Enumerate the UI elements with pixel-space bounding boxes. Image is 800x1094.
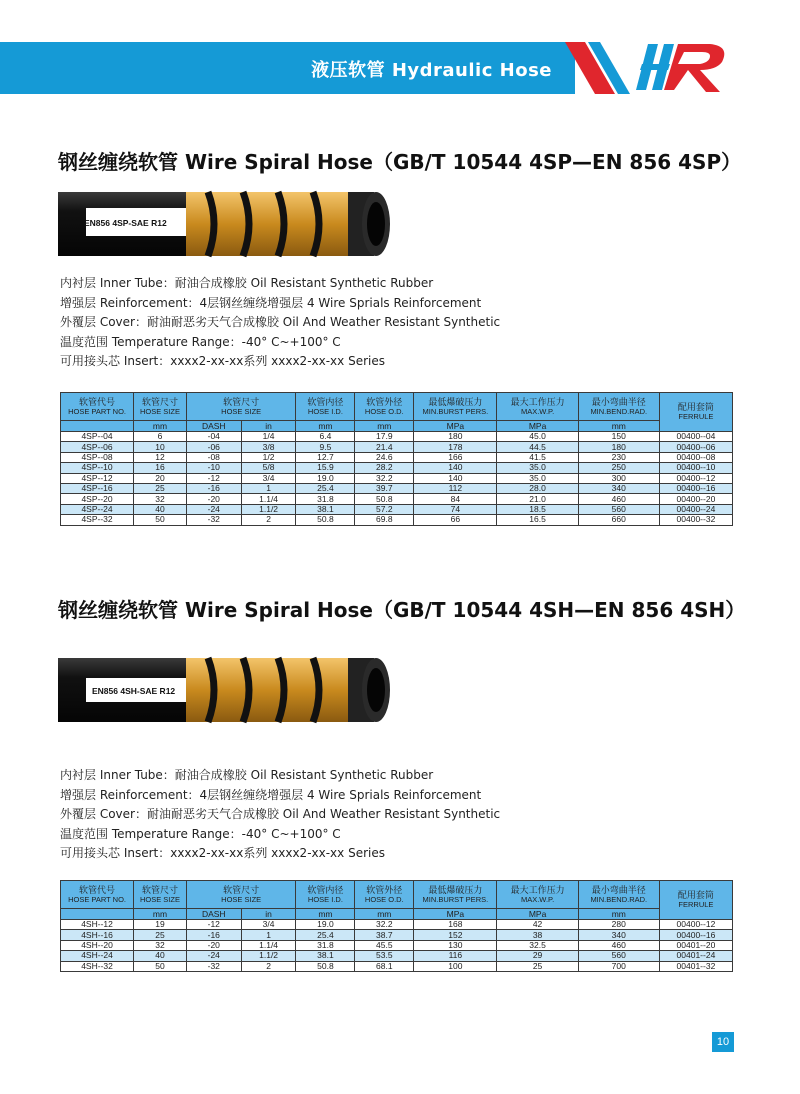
table-cell: 50.8 — [355, 494, 414, 504]
table-cell: 15.9 — [296, 463, 355, 473]
table-cell: 00400--16 — [659, 930, 732, 940]
col-ferrule: 配用套筒 FERRULE — [659, 881, 732, 920]
col-id: 软管内径 HOSE I.D. — [296, 881, 355, 909]
table-cell: 25 — [497, 961, 578, 971]
unit-in: in — [241, 909, 296, 920]
table-row — [61, 463, 733, 473]
table-cell: 00401--24 — [659, 951, 732, 961]
unit-mm: mm — [578, 909, 659, 920]
table-cell: 166 — [414, 452, 497, 462]
table-cell: 00400--04 — [659, 432, 732, 442]
hose-label-4sh: EN856 4SH-SAE R12 — [92, 686, 176, 696]
table-cell: 00400--24 — [659, 504, 732, 514]
table-cell: 38.1 — [296, 504, 355, 514]
spec-inner-tube: 内衬层 Inner Tube：耐油合成橡胶 Oil Resistant Synthetic Rubber — [60, 276, 434, 290]
table-cell: 3/8 — [241, 442, 296, 452]
table-cell: -24 — [186, 951, 241, 961]
table-cell: 17.9 — [355, 432, 414, 442]
table-cell: -16 — [186, 483, 241, 493]
table-cell: 12 — [134, 452, 187, 462]
table-row — [61, 494, 733, 504]
table-cell: 50.8 — [296, 515, 355, 525]
col-wp: 最大工作压力 MAX.W.P. — [497, 393, 578, 421]
table-cell: 31.8 — [296, 494, 355, 504]
spec-cover: 外覆层 Cover：耐油耐恶劣天气合成橡胶 Oil And Weather Resistant Synthetic — [60, 807, 501, 821]
table-row — [61, 442, 733, 452]
table-row — [61, 452, 733, 462]
table-cell: -12 — [186, 920, 241, 930]
table-cell: -08 — [186, 452, 241, 462]
table-cell: 21.4 — [355, 442, 414, 452]
table-cell: 116 — [414, 951, 497, 961]
table-cell: 340 — [578, 483, 659, 493]
table-cell: 00400--16 — [659, 483, 732, 493]
table-cell: 32.2 — [355, 920, 414, 930]
unit-mm: mm — [296, 909, 355, 920]
spec-cover: 外覆层 Cover：耐油耐恶劣天气合成橡胶 Oil And Weather Resistant Synthetic — [60, 315, 501, 329]
table-cell: 00400--32 — [659, 515, 732, 525]
table-row — [61, 940, 733, 950]
spec-reinforcement: 增强层 Reinforcement：4层钢丝缠绕增强层 4 Wire Sprials Reinforcement — [60, 295, 482, 310]
table-cell: 38.7 — [355, 930, 414, 940]
table-cell: -24 — [186, 504, 241, 514]
table-cell: 168 — [414, 920, 497, 930]
table-cell: 39.7 — [355, 483, 414, 493]
table-cell: 1.1/4 — [241, 940, 296, 950]
table-cell: 4SP--08 — [61, 452, 134, 462]
table-cell: 32.2 — [355, 473, 414, 483]
table-cell: 1 — [241, 483, 296, 493]
col-od: 软管外径 HOSE O.D. — [355, 881, 414, 909]
table-cell: 460 — [578, 940, 659, 950]
table-cell: 4SP--10 — [61, 463, 134, 473]
spec-table-4sp — [60, 392, 733, 526]
unit-mpa: MPa — [497, 421, 578, 432]
table-cell: 152 — [414, 930, 497, 940]
table-cell: 6 — [134, 432, 187, 442]
table-cell: 12.7 — [296, 452, 355, 462]
spec-temperature: 温度范围 Temperature Range：-40° C~+100° C — [60, 826, 341, 841]
table-cell: 4SH--12 — [61, 920, 134, 930]
table-cell: 57.2 — [355, 504, 414, 514]
col-size2: 软管尺寸 HOSE SIZE — [186, 393, 296, 421]
table-cell: 32 — [134, 494, 187, 504]
table-body-4sh — [61, 920, 733, 972]
table-cell: 44.5 — [497, 442, 578, 452]
col-id: 软管内径 HOSE I.D. — [296, 393, 355, 421]
table-cell: 00400--06 — [659, 442, 732, 452]
table-cell: 300 — [578, 473, 659, 483]
table-cell: 45.5 — [355, 940, 414, 950]
section-title-4sh: 钢丝缠绕软管 Wire Spiral Hose（GB/T 10544 4SH—EN 856 4SH） — [58, 598, 746, 622]
table-cell: -16 — [186, 930, 241, 940]
table-cell: 4SP--32 — [61, 515, 134, 525]
spec-list-4sp — [60, 274, 500, 372]
table-row — [61, 961, 733, 971]
table-cell: 29 — [497, 951, 578, 961]
table-cell: -10 — [186, 463, 241, 473]
unit-dash: DASH — [186, 421, 241, 432]
table-cell: 660 — [578, 515, 659, 525]
col-ferrule: 配用套筒 FERRULE — [659, 393, 732, 432]
table-cell: 4SP--20 — [61, 494, 134, 504]
table-cell: 00401--20 — [659, 940, 732, 950]
col-burst: 最低爆破压力 MIN.BURST PERS. — [414, 393, 497, 421]
table-cell: 4SH--20 — [61, 940, 134, 950]
table-cell: 00400--12 — [659, 473, 732, 483]
unit-blank — [61, 421, 134, 432]
table-cell: 38 — [497, 930, 578, 940]
table-cell: 340 — [578, 930, 659, 940]
unit-mm: mm — [134, 421, 187, 432]
table-cell: 25.4 — [296, 930, 355, 940]
table-cell: 1.1/4 — [241, 494, 296, 504]
table-cell: 230 — [578, 452, 659, 462]
col-part: 软管代号 HOSE PART NO. — [61, 393, 134, 421]
table-cell: 25.4 — [296, 483, 355, 493]
table-cell: -32 — [186, 961, 241, 971]
table-cell: 00400--08 — [659, 452, 732, 462]
table-row — [61, 473, 733, 483]
table-cell: 1/4 — [241, 432, 296, 442]
table-cell: 140 — [414, 473, 497, 483]
unit-mm: mm — [355, 909, 414, 920]
table-cell: 25 — [134, 930, 187, 940]
table-cell: -32 — [186, 515, 241, 525]
table-cell: 4SP--24 — [61, 504, 134, 514]
table-cell: 35.0 — [497, 463, 578, 473]
unit-mm: mm — [134, 909, 187, 920]
table-cell: 50.8 — [296, 961, 355, 971]
spec-reinforcement: 增强层 Reinforcement：4层钢丝缠绕增强层 4 Wire Sprials Reinforcement — [60, 787, 482, 802]
table-cell: 2 — [241, 515, 296, 525]
col-part: 软管代号 HOSE PART NO. — [61, 881, 134, 909]
col-wp: 最大工作压力 MAX.W.P. — [497, 881, 578, 909]
table-cell: 84 — [414, 494, 497, 504]
table-row — [61, 930, 733, 940]
table-cell: -04 — [186, 432, 241, 442]
table-cell: 50 — [134, 961, 187, 971]
table-cell: 53.5 — [355, 951, 414, 961]
table-cell: 32.5 — [497, 940, 578, 950]
unit-in: in — [241, 421, 296, 432]
table-cell: 69.8 — [355, 515, 414, 525]
hose-label-4sp: EN856 4SP-SAE R12 — [84, 218, 167, 228]
col-bend: 最小弯曲半径 MIN.BEND.RAD. — [578, 393, 659, 421]
table-cell: 42 — [497, 920, 578, 930]
col-size: 软管尺寸 HOSE SIZE — [134, 393, 187, 421]
col-size2: 软管尺寸 HOSE SIZE — [186, 881, 296, 909]
page-header-title: 液压软管 Hydraulic Hose — [311, 60, 552, 81]
spec-inner-tube: 内衬层 Inner Tube：耐油合成橡胶 Oil Resistant Synthetic Rubber — [60, 768, 434, 782]
table-cell: 9.5 — [296, 442, 355, 452]
table-cell: 21.0 — [497, 494, 578, 504]
table-cell: 150 — [578, 432, 659, 442]
table-cell: 100 — [414, 961, 497, 971]
table-cell: 280 — [578, 920, 659, 930]
table-cell: 560 — [578, 951, 659, 961]
table-cell: 20 — [134, 473, 187, 483]
table-cell: 40 — [134, 951, 187, 961]
table-cell: 32 — [134, 940, 187, 950]
table-cell: -06 — [186, 442, 241, 452]
table-cell: 5/8 — [241, 463, 296, 473]
table-cell: 00400--20 — [659, 494, 732, 504]
table-cell: 4SP--06 — [61, 442, 134, 452]
table-cell: 28.2 — [355, 463, 414, 473]
col-burst: 最低爆破压力 MIN.BURST PERS. — [414, 881, 497, 909]
table-cell: 19.0 — [296, 473, 355, 483]
unit-mm: mm — [296, 421, 355, 432]
table-cell: 41.5 — [497, 452, 578, 462]
table-cell: 140 — [414, 463, 497, 473]
table-cell: 19 — [134, 920, 187, 930]
table-cell: 2 — [241, 961, 296, 971]
table-cell: 4SH--24 — [61, 951, 134, 961]
table-cell: 4SH--16 — [61, 930, 134, 940]
table-cell: 25 — [134, 483, 187, 493]
table-cell: 68.1 — [355, 961, 414, 971]
table-cell: 35.0 — [497, 473, 578, 483]
table-cell: 700 — [578, 961, 659, 971]
unit-blank — [61, 909, 134, 920]
table-cell: 460 — [578, 494, 659, 504]
table-cell: 6.4 — [296, 432, 355, 442]
col-size: 软管尺寸 HOSE SIZE — [134, 881, 187, 909]
spec-temperature: 温度范围 Temperature Range：-40° C~+100° C — [60, 334, 341, 349]
header-band — [0, 42, 800, 94]
unit-mm: mm — [355, 421, 414, 432]
spec-table-4sh — [60, 880, 733, 972]
table-cell: 00400--12 — [659, 920, 732, 930]
table-cell: 66 — [414, 515, 497, 525]
table-cell: 560 — [578, 504, 659, 514]
table-row — [61, 515, 733, 525]
table-cell: 10 — [134, 442, 187, 452]
table-cell: 16.5 — [497, 515, 578, 525]
spec-insert: 可用接头芯 Insert：xxxx2-xx-xx系列 xxxx2-xx-xx Series — [60, 846, 385, 860]
table-cell: 4SP--04 — [61, 432, 134, 442]
table-cell: -12 — [186, 473, 241, 483]
table-cell: 130 — [414, 940, 497, 950]
table-cell: 24.6 — [355, 452, 414, 462]
table-cell: 1/2 — [241, 452, 296, 462]
page-number: 10 — [712, 1032, 734, 1052]
table-cell: 4SH--32 — [61, 961, 134, 971]
table-body-4sp — [61, 432, 733, 526]
table-cell: 178 — [414, 442, 497, 452]
table-cell: 180 — [414, 432, 497, 442]
table-cell: 180 — [578, 442, 659, 452]
table-cell: 18.5 — [497, 504, 578, 514]
table-cell: 16 — [134, 463, 187, 473]
table-cell: 38.1 — [296, 951, 355, 961]
table-cell: 40 — [134, 504, 187, 514]
table-row — [61, 483, 733, 493]
col-bend: 最小弯曲半径 MIN.BEND.RAD. — [578, 881, 659, 909]
table-cell: 4SP--12 — [61, 473, 134, 483]
table-row — [61, 951, 733, 961]
table-cell: 112 — [414, 483, 497, 493]
table-row — [61, 920, 733, 930]
table-cell: 00400--10 — [659, 463, 732, 473]
table-cell: 1.1/2 — [241, 951, 296, 961]
unit-mpa: MPa — [414, 909, 497, 920]
table-cell: 1 — [241, 930, 296, 940]
table-cell: 1.1/2 — [241, 504, 296, 514]
table-cell: 3/4 — [241, 473, 296, 483]
table-cell: 45.0 — [497, 432, 578, 442]
table-cell: 250 — [578, 463, 659, 473]
unit-dash: DASH — [186, 909, 241, 920]
table-row — [61, 432, 733, 442]
table-cell: 3/4 — [241, 920, 296, 930]
table-cell: 28.0 — [497, 483, 578, 493]
table-cell: 4SP--16 — [61, 483, 134, 493]
col-od: 软管外径 HOSE O.D. — [355, 393, 414, 421]
table-cell: 19.0 — [296, 920, 355, 930]
unit-mm: mm — [578, 421, 659, 432]
spec-list-4sh — [60, 766, 500, 864]
table-cell: -20 — [186, 494, 241, 504]
unit-mpa: MPa — [414, 421, 497, 432]
spec-insert: 可用接头芯 Insert：xxxx2-xx-xx系列 xxxx2-xx-xx Series — [60, 354, 385, 368]
unit-mpa: MPa — [497, 909, 578, 920]
table-cell: 00401--32 — [659, 961, 732, 971]
table-row — [61, 504, 733, 514]
table-cell: 31.8 — [296, 940, 355, 950]
table-cell: 74 — [414, 504, 497, 514]
table-cell: -20 — [186, 940, 241, 950]
table-cell: 50 — [134, 515, 187, 525]
brand-logo — [560, 42, 800, 102]
section-title-4sp: 钢丝缠绕软管 Wire Spiral Hose（GB/T 10544 4SP—EN 856 4SP） — [58, 150, 742, 174]
